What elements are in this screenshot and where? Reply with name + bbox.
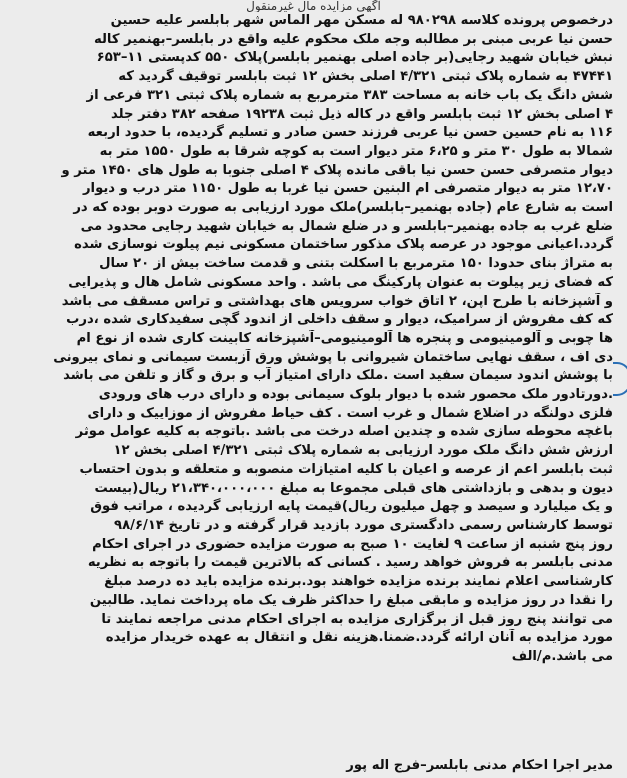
body-line: شمالا به طول ۳۰ متر و ۶،۲۵ متر دیوار است به کوچه شرقا به طول ۱۵۵۰ متر به	[99, 143, 613, 159]
body-line: دی اف ، سقف نهایی ساختمان شیروانی با پوشش ورق آزبست سیمانی و نمای بیرونی	[53, 349, 613, 365]
body-line: ثبت بابلسر اعم از عرصه و اعیان با کلیه امتیازات منصوبه و متعلقه و بدون احتساب	[79, 461, 613, 477]
body-line: ۱۲،۷۰ متر به دیوار متصرفی ام البنین حسن نیا غربا به طول ۱۱۵۰ متر درب و دیوار	[82, 181, 613, 197]
body-line: باغچه محوطه سازی شده و چندین اصله درخت می باشد .باتوجه به کلیه عوامل موثر	[75, 424, 613, 440]
body-line: درخصوص پرونده کلاسه ۹۸۰۲۹۸ له مسکن مهر الماس شهر بابلسر علیه حسین	[110, 13, 613, 28]
notice-body	[8, 12, 613, 667]
body-line: .دورتادور ملک محصور شده با دیوار بلوک سیمانی بوده و دارای درب های ورودی	[98, 387, 613, 403]
body-line: با پوشش اندود سیمان سفید است .ملک دارای امتیاز آب و برق و گاز و تلفن می باشد	[63, 368, 613, 384]
body-line: توسط کارشناس رسمی دادگستری مورد بازدید قرار گرفته و در تاریخ ۹۸/۶/۱۴	[114, 517, 613, 533]
body-line: ۴۷۴۴۱ به شماره پلاک ثبتی ۴/۳۲۱ اصلی بخش ۱۲ ثبت بابلسر توقیف گردید که	[118, 69, 613, 85]
body-line: به متراژ بنای حدودا ۱۵۰ مترمربع با اسکلت بتنی و قدمت ساخت بیش از ۲۰ سال	[99, 256, 613, 272]
body-line: را نقدا در روز مزایده و مابقی مبلغ را حداکثر ظرف یک ماه پرداخت نماید. طالبین	[89, 592, 613, 608]
body-line: ضلع غرب به جاده بهنمیر–بابلسر و در ضلع شمال به خیابان شهید رجایی محدود می	[80, 218, 613, 234]
body-line: کارشناسی اعلام نمایند برنده مزایده خواهند بود.برنده مزایده باید ده درصد مبلغ	[104, 574, 613, 590]
notice-title: آگهی مزایده مال غیرمنقول	[246, 0, 381, 12]
body-line: مورد مزایده به آنان ارائه گردد.ضمنا.هزینه نقل و انتقال به عهده خریدار مزایده	[105, 630, 613, 646]
body-line: مدنی بابلسر به فروش خواهد رسید . کسانی که بالاترین قیمت را باتوجه به نظریه	[87, 555, 613, 571]
body-line: می توانند پنج روز قبل از برگزاری مزایده به اجرای احکام مدنی مراجعه نمایند تا	[101, 611, 613, 627]
body-line: و یک میلیارد و سیصد و چهل میلیون ریال)قیمت پایه ارزیابی گردیده ، مراتب فوق	[90, 499, 613, 515]
signature-line: مدیر اجرا احکام مدنی بابلسر–فرج اله پور	[346, 758, 613, 773]
body-line: و آشپزخانه با طرح اپن، ۲ اتاق خواب سرویس های بهداشتی و تراس مسقف می باشد	[61, 293, 613, 309]
body-line: نبش خیابان شهید رجایی(بر جاده اصلی بهنمیر بابلسر)پلاک ۵۵۰ کدپستی ۱۱–۶۵۳	[96, 50, 613, 66]
body-line: دیون و بدهی و بازداشتی های قبلی مجموعا به مبلغ ۲۱،۳۴۰،۰۰۰،۰۰۰ ریال(بیست	[94, 480, 613, 496]
body-line: است به شارع عام (جاده بهنمیر–بابلسر)ملک مورد ارزیابی به صورت دوبر بوده که در	[73, 200, 613, 216]
margin-pen-mark	[613, 362, 627, 396]
body-line: فلزی دولنگه در اضلاع شمال و غرب است . کف حیاط مفروش از موزاییک و دارای	[87, 405, 613, 421]
body-line: ارزش شش دانگ ملک مورد ارزیابی به شماره پلاک ثبتی ۴/۳۲۱ اصلی بخش ۱۲	[113, 443, 613, 459]
body-line: ۴ اصلی بخش ۱۲ ثبت بابلسر واقع در کاله ذیل ثبت ۱۹۲۳۸ صفحه ۳۸۲ دفتر جلد	[110, 106, 613, 122]
body-line: می باشد.م/الف	[511, 648, 613, 664]
body-line: که فضای زیر پیلوت به عنوان پارکینگ می باشد . واحد مسکونی شامل هال و پذیرایی	[68, 274, 613, 290]
body-line: که کف مفروش از سرامیک، دیوار و سقف داخلی از اندود گچی سفیدکاری شده ،درب	[66, 312, 613, 328]
body-line: دیوار متصرفی حسن حسن نیا باقی مانده پلاک ۴ اصلی جنوبا به طول های ۱۴۵۰ متر و	[61, 162, 613, 178]
body-line: شش دانگ یک باب خانه به مساحت ۳۸۳ مترمربع به شماره پلاک ثبتی ۳۲۱ فرعی از	[86, 87, 613, 103]
body-line: روز پنج شنبه از ساعت ۹ لغایت ۱۰ صبح به صورت مزایده حضوری در اجرای احکام	[92, 536, 613, 552]
body-line: ۱۱۶ به نام حسین حسن نیا عربی فرزند حسن صادر و تسلیم گردیده، با حدود اربعه	[87, 125, 613, 141]
body-line: حسن نیا عربی مبنی بر مطالبه وجه ملک محکوم علیه واقع در بابلسر–بهنمیر کاله	[93, 31, 613, 47]
body-line: ها چوبی و آلومینیومی و پنجره ها آلومینیومی–آشپزخانه کابینت کاری شده از نوع ام	[76, 330, 613, 346]
body-line: گردد.اعیانی موجود در عرصه پلاک مذکور ساختمان مسکونی نیم پیلوت نوسازی شده	[74, 237, 613, 253]
